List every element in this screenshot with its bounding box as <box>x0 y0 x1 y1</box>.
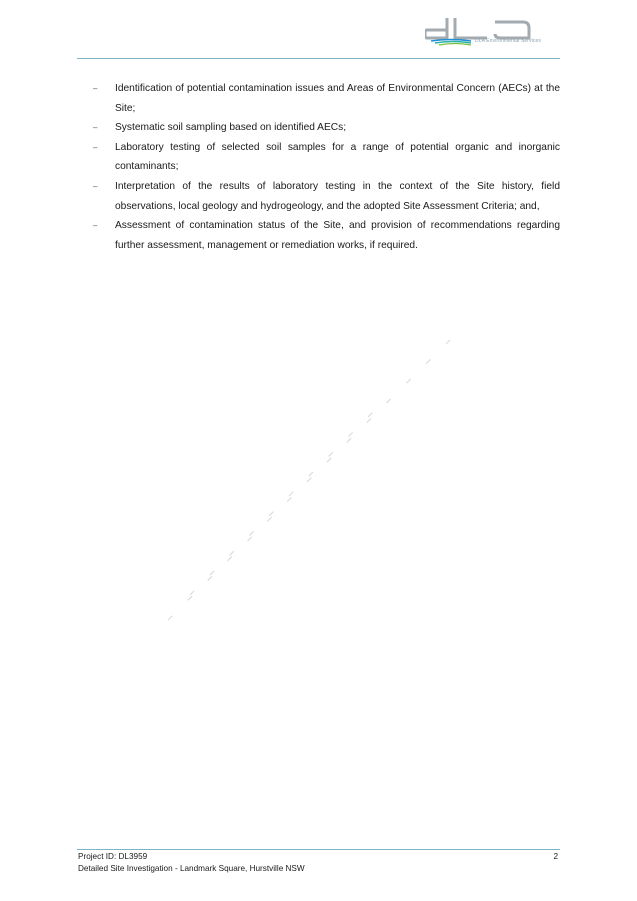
list-item-text: Systematic soil sampling based on identified AECs; <box>115 122 347 134</box>
list-item <box>77 138 560 177</box>
page-number: 2 <box>553 852 558 861</box>
header-divider <box>77 58 560 59</box>
list-item <box>77 177 560 216</box>
list-item-text: Assessment of contamination status of the Site, and provision of recommendations regarding further assessment, management or remediation works, if required. <box>115 220 560 251</box>
dla-logo-graphic <box>425 18 560 54</box>
footer-document-title: Detailed Site Investigation - Landmark Square, Hurstville NSW <box>78 864 305 873</box>
list-item-text: Interpretation of the results of laboratory testing in the context of the Site history, field observations, local geology and hydrogeology, and the adopted Site Assessment Criteria; and, <box>115 180 560 212</box>
list-item <box>77 79 560 118</box>
footer-project-id: Project ID: DL3959 <box>78 852 148 861</box>
list-item-text: Laboratory testing of selected soil samples for a range of potential organic and inorganic contaminants; <box>115 141 560 173</box>
bullet-list <box>77 79 560 255</box>
footer-divider <box>77 849 560 850</box>
main-content <box>77 79 560 255</box>
company-logo <box>425 18 560 54</box>
watermark-graphic <box>160 335 460 635</box>
dash-bullet-icon: – <box>93 142 98 152</box>
dash-bullet-icon: – <box>93 84 98 93</box>
dash-bullet-icon: – <box>93 221 98 231</box>
dash-bullet-icon: – <box>93 123 98 133</box>
dash-bullet-icon: – <box>93 181 98 191</box>
list-item <box>77 216 560 255</box>
list-item <box>77 118 560 138</box>
list-item-text: Identification of potential contamination issues and Areas of Environmental Concern (AECs) at the Site; <box>115 83 560 114</box>
logo-subtitle: DLA Environmental Services <box>475 38 541 44</box>
